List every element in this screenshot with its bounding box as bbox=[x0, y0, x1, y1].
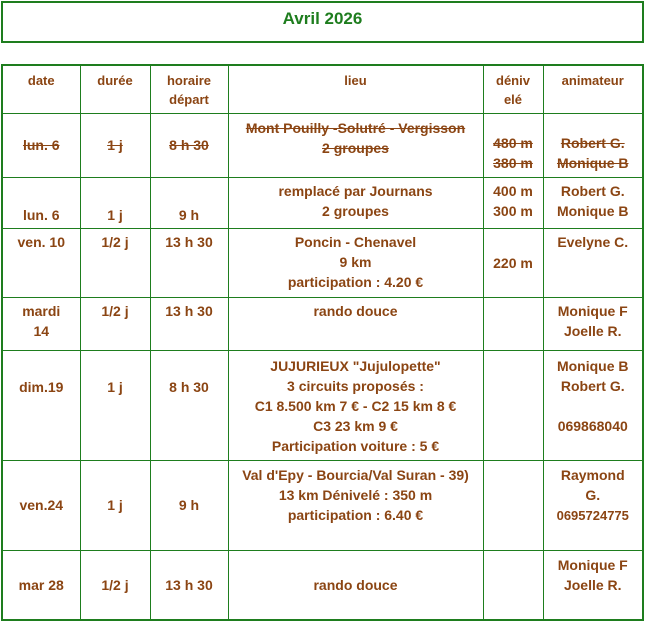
cell-horaire: 8 h 30 bbox=[150, 350, 228, 460]
cell-animateur: Monique B Robert G. 069868040 bbox=[543, 350, 643, 460]
cell-lieu: JUJURIEUX "Jujulopette" 3 circuits proposés : C1 8.500 km 7 € - C2 15 km 8 € C3 23 km 9 € Participation voiture : 5 € bbox=[228, 350, 483, 460]
cell-date: lun. 6 bbox=[2, 113, 80, 177]
cell-duree: 1/2 j bbox=[80, 228, 150, 297]
cell-lieu: remplacé par Journans 2 groupes bbox=[228, 177, 483, 228]
header-duree: durée bbox=[80, 65, 150, 113]
cell-deniv: 220 m bbox=[483, 228, 543, 297]
table-row bbox=[2, 228, 643, 297]
header-horaire: horaire départ bbox=[150, 65, 228, 113]
table-row bbox=[2, 350, 643, 460]
cell-duree: 1 j bbox=[80, 350, 150, 460]
cell-lieu: rando douce bbox=[228, 550, 483, 620]
cell-horaire: 9 h bbox=[150, 177, 228, 228]
cell-duree: 1/2 j bbox=[80, 297, 150, 350]
table-row bbox=[2, 113, 643, 177]
cell-animateur: Monique F Joelle R. bbox=[543, 297, 643, 350]
month-title-box bbox=[1, 1, 644, 43]
cell-horaire: 13 h 30 bbox=[150, 297, 228, 350]
cell-lieu: Mont Pouilly -Solutré - Vergisson 2 groupes bbox=[228, 113, 483, 177]
header-animateur: animateur bbox=[543, 65, 643, 113]
header-deniv: déniv elé bbox=[483, 65, 543, 113]
cell-lieu: Poncin - Chenavel 9 km participation : 4.20 € bbox=[228, 228, 483, 297]
cell-horaire: 13 h 30 bbox=[150, 550, 228, 620]
cell-animateur: Monique F Joelle R. bbox=[543, 550, 643, 620]
cell-date: lun. 6 bbox=[2, 177, 80, 228]
cell-date: dim.19 bbox=[2, 350, 80, 460]
cell-date: ven.24 bbox=[2, 460, 80, 550]
cell-lieu: Val d'Epy - Bourcia/Val Suran - 39) 13 km Dénivelé : 350 m participation : 6.40 € bbox=[228, 460, 483, 550]
header-row bbox=[2, 65, 643, 113]
cell-date: mar 28 bbox=[2, 550, 80, 620]
cell-animateur: Raymond G. 0695724775 bbox=[543, 460, 643, 550]
cell-duree: 1 j bbox=[80, 460, 150, 550]
cell-deniv bbox=[483, 297, 543, 350]
cell-date: mardi 14 bbox=[2, 297, 80, 350]
cell-lieu: rando douce bbox=[228, 297, 483, 350]
table-row bbox=[2, 297, 643, 350]
cell-animateur: Evelyne C. bbox=[543, 228, 643, 297]
cell-duree: 1/2 j bbox=[80, 550, 150, 620]
table-row bbox=[2, 550, 643, 620]
cell-deniv bbox=[483, 550, 543, 620]
table-row bbox=[2, 460, 643, 550]
cell-date: ven. 10 bbox=[2, 228, 80, 297]
cell-horaire: 9 h bbox=[150, 460, 228, 550]
month-title: Avril 2026 bbox=[282, 9, 363, 28]
cell-deniv: 480 m 380 m bbox=[483, 113, 543, 177]
table-row bbox=[2, 177, 643, 228]
header-date: date bbox=[2, 65, 80, 113]
cell-animateur: Robert G. Monique B bbox=[543, 113, 643, 177]
cell-deniv bbox=[483, 350, 543, 460]
cell-horaire: 8 h 30 bbox=[150, 113, 228, 177]
cell-animateur: Robert G. Monique B bbox=[543, 177, 643, 228]
cell-deniv bbox=[483, 460, 543, 550]
outings-table bbox=[1, 64, 644, 621]
cell-duree: 1 j bbox=[80, 177, 150, 228]
cell-duree: 1 j bbox=[80, 113, 150, 177]
cell-horaire: 13 h 30 bbox=[150, 228, 228, 297]
cell-deniv: 400 m 300 m bbox=[483, 177, 543, 228]
header-lieu: lieu bbox=[228, 65, 483, 113]
